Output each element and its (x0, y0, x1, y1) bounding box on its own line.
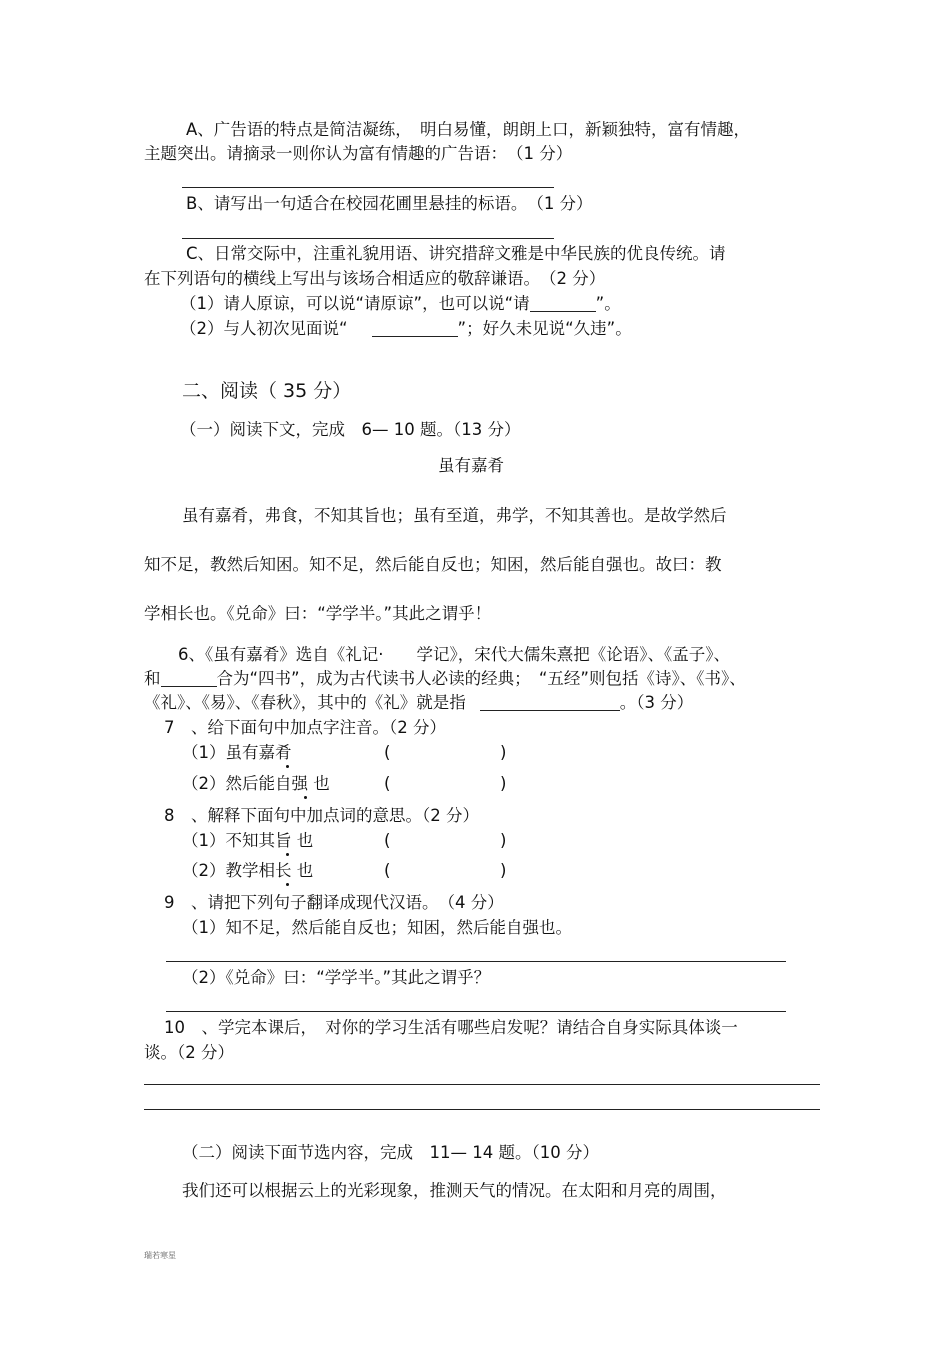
q5-b-answer-line (182, 238, 554, 239)
q6-line2-end: 合为“四书”，成为古代读书人必读的经典； “五经”则包括《诗》、《书》、 (216, 669, 746, 688)
section-heading: 二、阅读（ 35 分） (182, 380, 352, 402)
q5-c2-blank (372, 320, 458, 337)
part2-p1: 我们还可以根据云上的光彩现象，推测天气的情况。在太阳和月亮的周围， (182, 1181, 727, 1200)
q9-answer-line-2 (166, 1011, 786, 1012)
emphasis-dot (286, 853, 289, 856)
q7-item2: （2）然后能自强 也 (182, 774, 330, 793)
q9-item1: （1）知不足，然后能自反也；知困，然后能自强也。 (182, 918, 572, 937)
q10-line1: 10 、学完本课后， 对你的学习生活有哪些启发呢？请结合自身实际具体谈一 (164, 1018, 738, 1037)
q5-c1 (180, 293, 621, 315)
q6-line3-start: 《礼》、《易》、《春秋》，其中的《礼》就是指 (144, 693, 466, 712)
q7-stem: 7 、给下面句中加点字注音。（2 分） (164, 718, 446, 737)
passage-p3: 学相长也。《兑命》曰：“学学半。”其此之谓乎！ (144, 604, 492, 623)
q5-c2-end: ”；好久未见说“久违”。 (457, 319, 632, 338)
q7-item1-paren-open: ( (384, 743, 391, 762)
q9-answer-line-1 (166, 961, 786, 962)
q7-item1-paren-close: ) (500, 743, 507, 762)
q6-line3 (144, 692, 693, 714)
page-footer: 瑞若寒星 (144, 1251, 176, 1260)
q6-blank-1 (161, 670, 217, 687)
q8-stem: 8 、解释下面句中加点词的意思。（2 分） (164, 806, 479, 825)
emphasis-dot (304, 796, 307, 799)
emphasis-dot (286, 765, 289, 768)
q10-answer-line-2 (144, 1109, 820, 1110)
q5-a-answer-line (182, 187, 554, 188)
q6-line3-end: 。（3 分） (619, 693, 694, 712)
q8-item1: （1）不知其旨 也 (182, 831, 314, 850)
q8-item1-paren-close: ) (500, 831, 507, 850)
q9-item2: （2）《兑命》曰：“学学半。”其此之谓乎？ (182, 968, 491, 987)
q10-answer-line-1 (144, 1084, 820, 1085)
q5-c-line1: C、日常交际中，注重礼貌用语、讲究措辞文雅是中华民族的优良传统。请 (186, 244, 726, 263)
q7-item2-paren-open: ( (384, 774, 391, 793)
part2-intro: （二）阅读下面节选内容，完成 11— 14 题。（10 分） (182, 1143, 599, 1162)
q5-c1-blank (530, 295, 596, 312)
q5-c1-text: （1）请人原谅，可以说“请原谅”，也可以说“请 (180, 294, 530, 313)
q8-item1-paren-open: ( (384, 831, 391, 850)
q5-c2-text: （2）与人初次见面说“ (180, 319, 348, 338)
q6-line2-start: 和 (144, 669, 161, 688)
q7-item2-paren-close: ) (500, 774, 507, 793)
q5-a-line2: 主题突出。请摘录一则你认为富有情趣的广告语： （1 分） (144, 144, 573, 163)
q5-a-line1: A、广告语的特点是简洁凝练， 明白易懂，朗朗上口，新颖独特，富有情趣， (186, 120, 751, 139)
passage-title: 虽有嘉肴 (438, 456, 504, 475)
q8-item2-paren-close: ) (500, 861, 507, 880)
q8-item2-paren-open: ( (384, 861, 391, 880)
q10-line2: 谈。（2 分） (144, 1043, 234, 1062)
q8-item2: （2）教学相长 也 (182, 861, 314, 880)
part1-intro: （一）阅读下文，完成 6— 10 题。（13 分） (180, 420, 521, 439)
q5-c1-end: ”。 (595, 294, 621, 313)
passage-p2: 知不足，教然后知困。知不足，然后能自反也；知困，然后能自强也。故曰：教 (144, 555, 722, 574)
emphasis-dot (286, 883, 289, 886)
q7-item1: （1）虽有嘉肴 (182, 743, 292, 762)
q6-line1: 6、《虽有嘉肴》选自《礼记· 学记》，宋代大儒朱熹把《论语》、《孟子》、 (178, 645, 730, 664)
q5-c-line2: 在下列语句的横线上写出与该场合相适应的敬辞谦语。 （2 分） (144, 269, 606, 288)
q5-b-line: B、请写出一句适合在校园花圃里悬挂的标语。 （1 分） (186, 194, 593, 213)
q6-blank-2 (480, 694, 620, 711)
q9-stem: 9 、请把下列句子翻译成现代汉语。 （4 分） (164, 893, 504, 912)
q5-c2 (180, 318, 632, 340)
passage-p1: 虽有嘉肴，弗食，不知其旨也；虽有至道，弗学，不知其善也。是故学然后 (182, 506, 727, 525)
q6-line2 (144, 668, 746, 690)
